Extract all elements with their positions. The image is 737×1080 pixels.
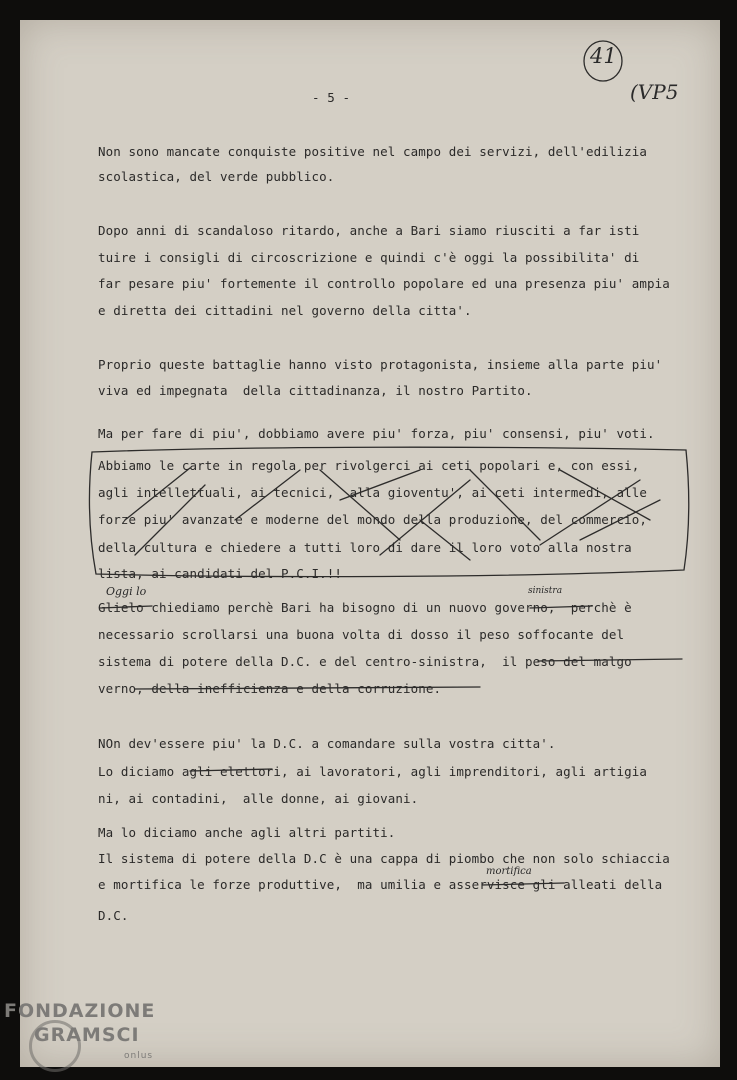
logo-line-2: GRAMSCI (34, 1024, 140, 1046)
margin-note: (VP5 (630, 80, 679, 104)
logo-line-1: FONDAZIONE (4, 1000, 156, 1022)
text-line: verno, della inefficienza e della corruzione. (98, 681, 442, 696)
text-line: della cultura e chiedere a tutti loro di dare il loro voto alla nostra (98, 540, 632, 555)
archive-number: 41 (590, 44, 617, 68)
text-line: Ma lo diciamo anche agli altri partiti. (98, 825, 396, 840)
text-line: tuire i consigli di circoscrizione e quindi c'è oggi la possibilita' di (98, 250, 640, 265)
handwritten-insertion: mortifica (486, 866, 532, 877)
text-line: Ma per fare di piu', dobbiamo avere piu' forza, piu' consensi, piu' voti. (98, 426, 655, 441)
text-line: Non sono mancate conquiste positive nel campo dei servizi, dell'edilizia (98, 144, 648, 159)
handwritten-insertion: sinistra (528, 586, 563, 596)
text-line: Proprio queste battaglie hanno visto protagonista, insieme alla parte piu' (98, 357, 663, 372)
text-line: e mortifica le forze produttive, ma umilia e asservisce gli alleati della (98, 877, 663, 892)
text-line: far pesare piu' fortemente il controllo popolare ed una presenza piu' ampia (98, 276, 670, 291)
text-line: Glielo chiediamo perchè Bari ha bisogno di un nuovo governo, perchè è (98, 600, 632, 615)
logo-line-3: onlus (124, 1051, 154, 1061)
text-line: necessario scrollarsi una buona volta di dosso il peso soffocante del (98, 627, 625, 642)
text-line: sistema di potere della D.C. e del centro-sinistra, il peso del malgo (98, 654, 632, 669)
text-line: e diretta dei cittadini nel governo della citta'. (98, 303, 472, 318)
handwritten-insertion: Oggi lo (106, 585, 147, 598)
text-line: NOn dev'essere piu' la D.C. a comandare sulla vostra citta'. (98, 736, 556, 751)
text-line: ni, ai contadini, alle donne, ai giovani. (98, 791, 419, 806)
text-line: lista, ai candidati del P.C.I.!! (98, 566, 343, 581)
text-line: scolastica, del verde pubblico. (98, 169, 335, 184)
text-line: Il sistema di potere della D.C è una cappa di piombo che non solo schiaccia (98, 851, 670, 866)
text-line: Dopo anni di scandaloso ritardo, anche a Bari siamo riusciti a far isti (98, 223, 640, 238)
text-line: D.C. (98, 908, 129, 923)
text-line: forze piu' avanzate e moderne del mondo della produzione, del commercio, (98, 512, 648, 527)
text-line: viva ed impegnata della cittadinanza, il nostro Partito. (98, 383, 533, 398)
text-line: agli intellettuali, ai tecnici, alla gioventu', ai ceti intermedi, alle (98, 485, 648, 500)
page-number: - 5 - (312, 90, 351, 105)
text-line: Abbiamo le carte in regola per rivolgerci ai ceti popolari e, con essi, (98, 458, 640, 473)
text-line: Lo diciamo agli elettori, ai lavoratori, agli imprenditori, agli artigia (98, 764, 648, 779)
